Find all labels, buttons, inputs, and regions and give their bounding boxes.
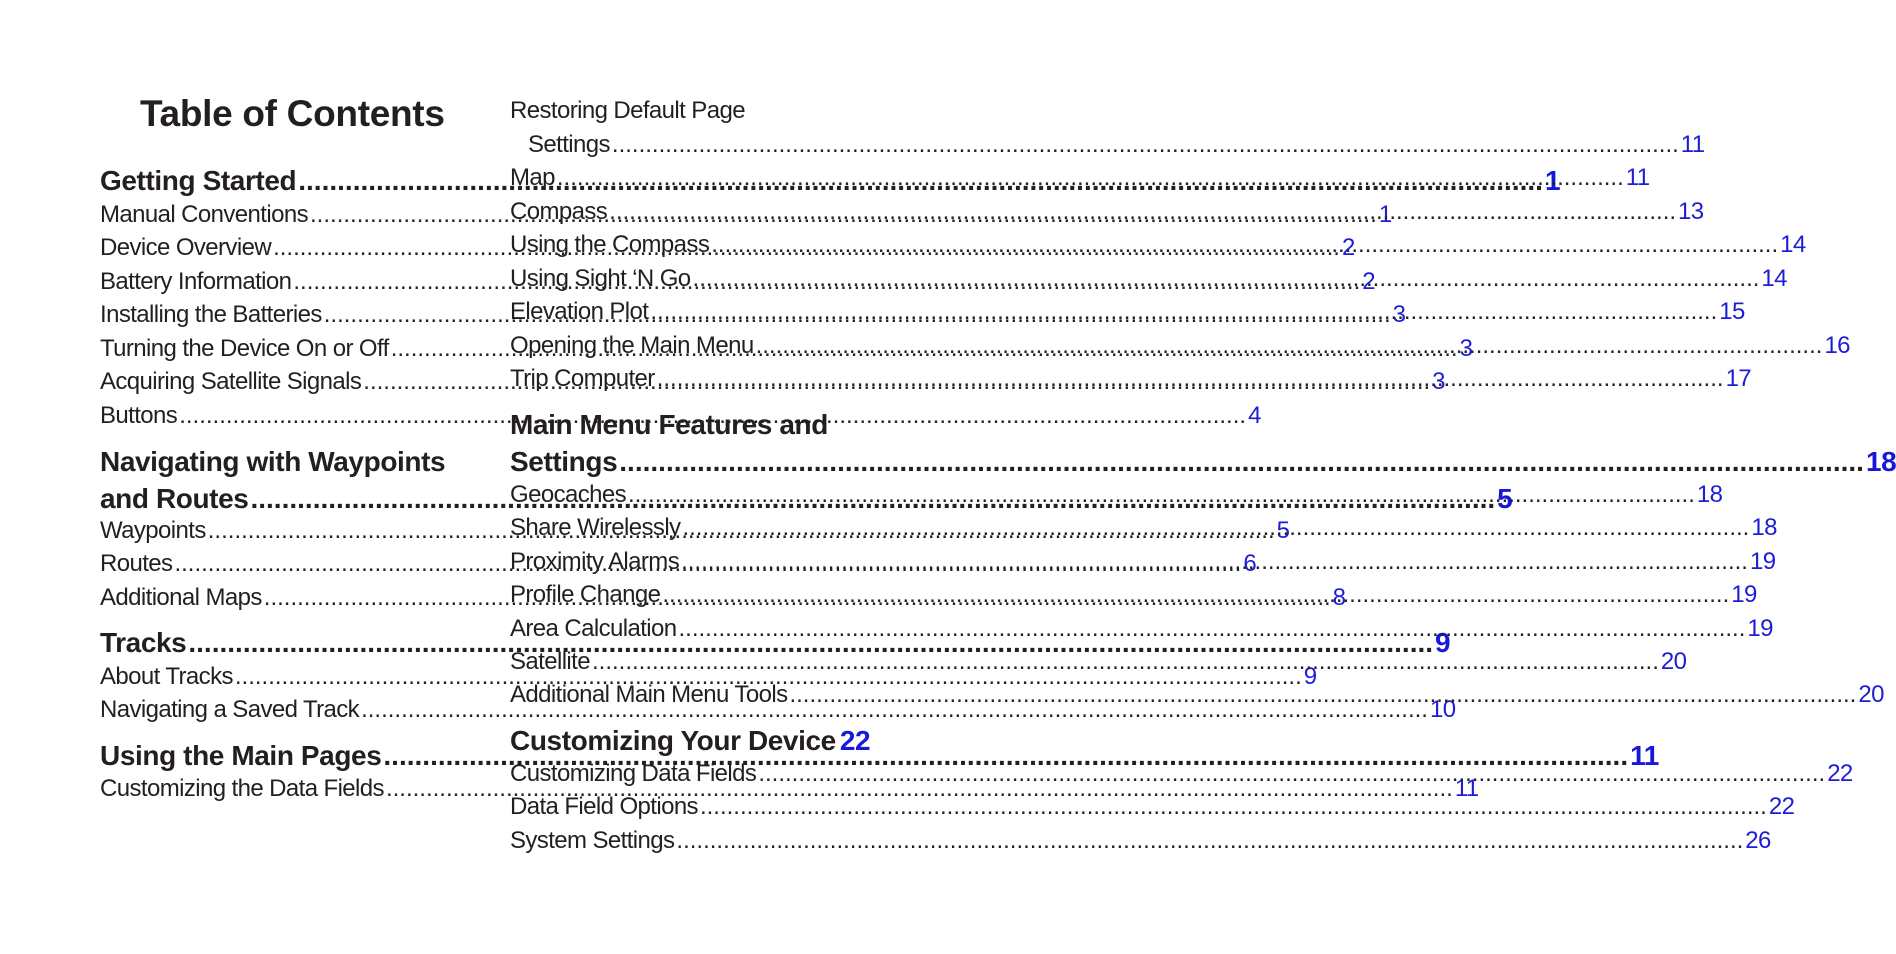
toc-heading-line: Navigating with Waypoints [100,446,446,477]
toc-entry-share-wirelessly[interactable] [510,511,1777,545]
toc-label: Settings [510,446,618,477]
toc-page-number-link[interactable]: 19 [1749,548,1776,575]
toc-page-number-link[interactable]: 11 [1454,775,1479,802]
toc-leader-dots [756,329,1823,363]
toc-leader-dots [628,478,1695,512]
toc-leader-dots [650,295,1717,329]
toc-label: System Settings [510,827,675,854]
toc-label: Buttons [100,402,178,429]
toc-page-number-link[interactable]: 18 [1751,514,1777,541]
toc-entry-opening-the-main-menu[interactable] [510,329,1850,363]
toc-page-number-link[interactable]: 2 [1362,268,1375,295]
toc-page-number-link[interactable]: 11 [1680,131,1705,158]
toc-entry-satellite[interactable] [510,645,1687,679]
toc-label: Manual Conventions [100,201,309,228]
toc-page-number-link[interactable]: 14 [1761,265,1787,292]
toc-leader-dots [557,161,1624,195]
toc-entry-area-calculation[interactable] [510,612,1773,646]
toc-section-customizing-your-device[interactable] [510,722,871,760]
toc-label: Share Wirelessly [510,514,681,541]
toc-label: Routes [100,550,173,577]
toc-label: Proximity Alarms [510,548,680,575]
toc-label: Settings [528,131,610,158]
toc-label: Navigating a Saved Track [100,696,360,723]
toc-label: Data Field Options [510,793,698,820]
toc-leader-dots [758,757,1825,791]
toc-entry-elevation-plot[interactable] [510,295,1745,329]
toc-label: Device Overview [100,234,272,261]
toc-label: Installing the Batteries [100,301,322,328]
toc-leader-dots [619,443,1864,481]
toc-entry-trip-computer[interactable] [510,362,1752,396]
toc-label: Area Calculation [510,615,677,642]
toc-label: and Routes [100,483,249,514]
toc-page-number-link[interactable]: 8 [1332,584,1346,611]
toc-label: Opening the Main Menu [510,332,754,359]
toc-label: About Tracks [100,663,233,690]
toc-page-number-link[interactable]: 20 [1858,681,1884,708]
toc-page-number-link[interactable]: 20 [1660,648,1687,675]
toc-page-number-link[interactable]: 2 [1341,234,1355,261]
toc-label: Tracks [100,627,187,658]
toc-page-number-link[interactable]: 22 [839,725,871,756]
toc-leader-dots [681,545,1748,579]
toc-entry-compass[interactable] [510,195,1704,229]
toc-leader-dots [612,128,1679,162]
toc-label: Geocaches [510,481,627,508]
toc-leader-dots [676,824,1743,858]
toc-page-number-link[interactable]: 22 [1768,793,1795,820]
toc-heading-line: Restoring Default Page [510,97,745,124]
toc-page-number-link[interactable]: 5 [1497,483,1513,514]
toc-page-number-link[interactable]: 18 [1696,481,1723,508]
toc-entry-proximity-alarms[interactable] [510,545,1776,579]
toc-label: Elevation Plot [510,298,649,325]
toc-leader-dots [657,362,1724,396]
toc-page-number-link[interactable]: 11 [1630,740,1659,771]
toc-label: Compass [510,198,608,225]
toc-page-number-link[interactable]: 6 [1243,550,1257,577]
toc-leader-dots [662,578,1729,612]
toc-label: Customizing Your Device [510,725,836,756]
toc-leader-dots [679,612,1746,646]
toc-leader-dots [711,228,1778,262]
toc-page-number-link[interactable]: 17 [1725,365,1752,392]
toc-label: Trip Computer [510,365,655,392]
toc-leader-dots [693,262,1760,296]
toc-page-number-link[interactable]: 13 [1678,198,1704,225]
toc-page-number-link[interactable]: 16 [1824,332,1850,359]
toc-leader-dots [592,645,1659,679]
toc-leader-dots [700,790,1767,824]
page-title: Table of Contents [140,93,445,134]
toc-entry-data-field-options[interactable] [510,790,1795,824]
toc-leader-dots [609,195,1676,229]
toc-label: Satellite [510,648,590,675]
toc-page-number-link[interactable]: 19 [1731,581,1757,608]
toc-entry-using-the-compass[interactable] [510,228,1806,262]
toc-page-number-link[interactable]: 5 [1276,517,1290,544]
toc-label: Using Sight ‘N Go [510,265,691,292]
toc-page-number-link[interactable]: 18 [1865,446,1896,477]
toc-page-number-link[interactable]: 1 [1378,201,1392,228]
toc-page-number-link[interactable]: 9 [1303,663,1317,690]
toc-page-number-link[interactable]: 26 [1745,827,1771,854]
toc-page-number-link[interactable]: 3 [1432,368,1445,395]
toc-page-number-link[interactable]: 3 [1392,301,1406,328]
toc-entry-map[interactable] [510,161,1650,195]
toc-entry-settings[interactable] [510,128,1705,162]
toc-page-number-link[interactable]: 19 [1747,615,1773,642]
toc-page-number-link[interactable]: 11 [1625,164,1650,191]
toc-page-number-link[interactable]: 15 [1719,298,1745,325]
toc-page-number-link[interactable]: 1 [1544,165,1561,196]
toc-label: Battery Information [100,268,292,295]
toc-label: Turning the Device On or Off [100,335,389,362]
toc-label: Acquiring Satellite Signals [100,368,362,395]
toc-label: Getting Started [100,165,297,196]
toc-label: Using the Main Pages [100,740,382,771]
toc-label: Profile Change [510,581,661,608]
toc-label: Customizing Data Fields [510,760,757,787]
toc-leader-dots [789,678,1856,712]
toc-entry-profile-change[interactable] [510,578,1757,612]
toc-page-number-link[interactable]: 10 [1429,696,1456,723]
toc-label: Customizing the Data Fields [100,775,384,802]
toc-page-number-link[interactable]: 14 [1780,231,1806,258]
toc-page-number-link[interactable]: 3 [1459,335,1473,362]
toc-section-settings[interactable] [510,443,1896,481]
toc-page-number-link[interactable]: 4 [1248,402,1261,429]
toc-label: Using the Compass [510,231,710,258]
toc-entry-system-settings[interactable] [510,824,1771,858]
toc-heading-line: Main Menu Features and [510,409,828,440]
toc-label: Waypoints [100,517,206,544]
toc-label: Additional Maps [100,584,262,611]
toc-entry-geocaches[interactable] [510,478,1723,512]
toc-label: Additional Main Menu Tools [510,681,788,708]
toc-leader-dots [682,511,1749,545]
toc-entry-using-sight-n-go[interactable] [510,262,1787,296]
toc-page-number-link[interactable]: 9 [1435,627,1451,658]
toc-page-number-link[interactable]: 22 [1827,760,1853,787]
toc-label: Map [510,164,555,191]
